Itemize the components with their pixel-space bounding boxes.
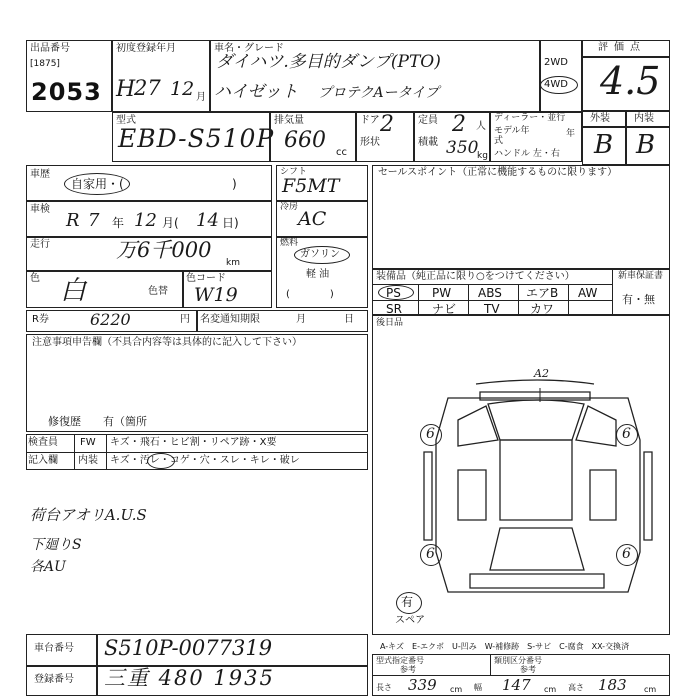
load-value: 350: [446, 138, 479, 158]
model-year-label: モデル年式: [494, 126, 530, 146]
width-label: 幅: [474, 683, 482, 692]
class-sub: 参考: [520, 665, 536, 674]
width-unit: cm: [544, 685, 557, 694]
legend-text: A-キズ E-エクボ U-凹み W-補修跡 S-サビ C-腐食 XX-交換済: [380, 642, 630, 651]
doors-value: 2: [380, 112, 394, 137]
inspector-fw: FW: [80, 437, 96, 448]
owner-label: 後日品: [376, 318, 404, 328]
equip-r1-4: AW: [578, 286, 598, 300]
inspection-month-unit: 月(: [162, 216, 179, 230]
doors-label: ドア: [360, 115, 380, 126]
equip-r1-2: ABS: [478, 286, 502, 300]
equip-r2-1: ナビ: [432, 302, 457, 316]
color-change-label: 色替: [148, 286, 168, 297]
lot-header: 出品番号: [30, 43, 70, 54]
first-reg-label: 初度登録年月: [116, 43, 176, 54]
chassis-value: S510P-0077319: [104, 636, 273, 660]
interior-score: B: [636, 130, 656, 160]
mark-rr: 6: [622, 546, 631, 562]
mileage-value: 万6千000: [116, 238, 212, 262]
equipment-label: 装備品（純正品に限り○をつけてください）: [376, 271, 575, 282]
type-label: 型式: [116, 115, 136, 126]
spec-sub: 参考: [400, 665, 416, 674]
first-reg-month: 12: [170, 78, 195, 100]
first-reg-month-unit: 月: [196, 92, 206, 103]
inspector-interior: 内装: [78, 455, 98, 466]
first-reg-year: 27: [134, 76, 161, 100]
model-year-unit: 年: [566, 129, 576, 139]
equip-r1-3: エアB: [526, 286, 559, 300]
registration-label: 登録番号: [34, 674, 74, 685]
load-label: 積載: [418, 137, 438, 148]
history-label: 車歴: [30, 169, 50, 180]
inspection-year-unit: 年: [112, 216, 125, 230]
model-line1: ダイハツ.多目的ダンプ(PTO): [216, 52, 441, 72]
inspector-label-1: 検査員: [28, 437, 58, 448]
inspector-interior-items: キズ・汚レ・コゲ・穴・スレ・キレ・破レ: [110, 455, 300, 466]
fuel-diesel: 軽 油: [306, 269, 330, 280]
recycle-value: 6220: [90, 310, 131, 329]
warranty-label: 新車保証書: [618, 271, 664, 281]
shape-label: 形状: [360, 137, 380, 148]
fuel-gas: ガソリン: [300, 249, 340, 260]
color-value: 白: [60, 276, 87, 306]
displacement-value: 660: [284, 128, 326, 153]
inspection-label: 車検: [30, 204, 50, 215]
spec-label: 型式指定番号: [376, 656, 424, 665]
notes-label: 注意事項申告欄（不具合内容等は具体的に記入して下さい）: [32, 337, 302, 348]
color-label: 色: [30, 273, 40, 284]
registration-value: 三重 480 1935: [104, 666, 275, 690]
notice-month: 月: [296, 314, 306, 325]
sales-point-label: セールスポイント（正常に機能するものに限ります）: [378, 167, 618, 178]
ac-value: AC: [298, 208, 327, 230]
inspector-label-2: 記入欄: [28, 455, 58, 466]
displacement-label: 排気量: [274, 115, 304, 126]
capacity-value: 2: [452, 112, 466, 137]
notice-label: 名変通知期限: [200, 314, 260, 325]
chassis-label: 車台番号: [34, 643, 74, 654]
remark-3: 各AU: [30, 559, 66, 575]
inspection-year: 7: [88, 210, 100, 231]
handle-label: ハンドル 左・右: [494, 149, 560, 159]
type-value: EBD-S510P: [118, 124, 275, 153]
fuel-label: 燃料: [280, 238, 299, 248]
drive-4wd: 4WD: [544, 79, 568, 90]
warranty-value: 有・無: [622, 293, 655, 306]
spare-label: スペア: [395, 615, 425, 626]
remark-1: 荷台アオリA.U.S: [30, 506, 147, 524]
equip-r2-2: TV: [484, 302, 500, 316]
ac-label: 冷房: [280, 202, 299, 212]
model-label: 車名・グレード: [214, 43, 284, 54]
color-code-label: 色コード: [186, 273, 226, 284]
mileage-unit: km: [226, 258, 240, 268]
score-label: 評価点: [598, 42, 646, 53]
shift-value: F5MT: [282, 175, 340, 197]
inspection-day-unit: 日): [222, 216, 239, 230]
inspector-fw-items: キズ・飛石・ヒビ割・リペア跡・X要: [110, 437, 277, 448]
remark-2: 下廻りS: [30, 537, 82, 553]
mark-rl: 6: [426, 546, 435, 562]
shift-label: シフト: [280, 167, 308, 177]
inspection-month: 12: [134, 210, 157, 231]
mark-fl: 6: [426, 426, 435, 442]
exterior-score: B: [594, 130, 614, 160]
equip-r1-0: PS: [386, 286, 401, 300]
load-unit: kg: [477, 151, 488, 161]
mark-fr: 6: [622, 426, 631, 442]
height-unit: cm: [644, 685, 657, 694]
spare-value: 有: [401, 595, 414, 609]
height-label: 高さ: [568, 683, 584, 692]
equip-r2-3: カワ: [530, 302, 555, 316]
displacement-unit: cc: [336, 147, 347, 158]
interior-label: 内装: [634, 113, 654, 124]
length-label: 長さ: [376, 683, 392, 692]
notice-day: 日: [344, 314, 354, 325]
equip-r2-0: SR: [386, 302, 402, 316]
recycle-unit: 円: [180, 314, 190, 325]
repair-history: 修復歴 有（箇所: [48, 415, 147, 428]
history-value: 自家用・(: [71, 177, 124, 191]
model-line2: ハイゼット: [214, 82, 299, 102]
mileage-label: 走行: [30, 239, 50, 250]
length-unit: cm: [450, 685, 463, 694]
color-code-value: W19: [194, 284, 238, 306]
equip-r1-1: PW: [432, 286, 452, 300]
capacity-label: 定員: [418, 115, 438, 126]
width-value: 147: [502, 676, 531, 694]
lot-number: 2053: [31, 78, 102, 106]
dealer-label: ディーラー・並行: [494, 113, 566, 123]
height-value: 183: [598, 676, 627, 694]
lot-sub: [1875]: [30, 59, 60, 69]
recycle-label: R券: [32, 314, 49, 325]
model-line3: プロテクAータイプ: [318, 85, 439, 101]
drive-2wd: 2WD: [544, 57, 568, 68]
score-value: 4.5: [600, 59, 661, 103]
history-close: ): [232, 177, 237, 191]
first-reg-era: H: [116, 77, 136, 102]
inspection-day: 14: [196, 210, 219, 231]
length-value: 339: [408, 676, 437, 694]
exterior-label: 外装: [590, 113, 610, 124]
fuel-other: ( ): [286, 289, 334, 300]
inspection-era: R: [66, 210, 80, 231]
mark-a2: A2: [534, 367, 549, 380]
capacity-unit: 人: [476, 121, 486, 132]
class-label: 類別区分番号: [494, 656, 542, 665]
